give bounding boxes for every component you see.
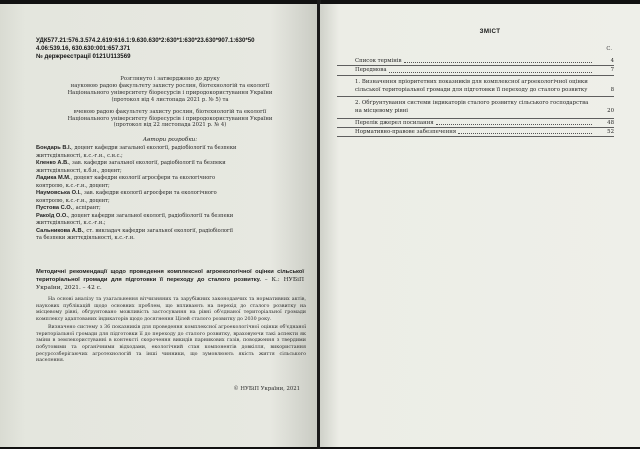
- author-position: , зав. кафедри екології агросфери та екологічного: [80, 190, 217, 196]
- author-name: Ракоїд О.О.: [36, 212, 68, 219]
- toc-row[interactable]: [337, 128, 614, 137]
- author-position-cont: контролю, к.с.-г.н., доцент;: [36, 182, 110, 189]
- author-position: , зав. кафедри загальної екології, радіобіології та безпеки: [68, 160, 226, 166]
- toc-row[interactable]: [337, 76, 614, 98]
- toc-row[interactable]: [337, 66, 614, 75]
- toc-page-number: 4: [610, 58, 614, 64]
- toc-entry-text: Передмова: [355, 67, 387, 74]
- author-name: Ладика М.М.: [36, 175, 71, 181]
- author-position-cont: контролю, к.с.-г.н., доцент;: [36, 197, 110, 204]
- author-entry: [36, 160, 304, 175]
- toc-entry-text: Нормативно-правове забезпечення: [355, 129, 457, 136]
- toc-page-number: 8: [610, 86, 614, 93]
- author-name: Пустова С.О.: [36, 205, 73, 211]
- approval-line: (протокол від 22 листопада 2021 р. № 4): [113, 122, 227, 129]
- approval-block: [44, 76, 296, 129]
- author-position-cont: життєдіяльності, к.б.н., доцент;: [36, 167, 122, 174]
- author-position: , аспірант;: [72, 205, 101, 211]
- author-entry: [36, 228, 304, 243]
- approval-line: вченою радою факультету захисту рослин, біотехнологій та екології: [73, 108, 267, 115]
- approval-line: (протокол від 4 листопада 2021 р. № 5) та: [111, 96, 229, 103]
- author-position: , доцент кафедри загальної екології, радіобіології та безпеки: [71, 145, 237, 151]
- author-position-cont: життєдіяльності, к.с.-г.н.;: [36, 220, 106, 226]
- toc-entry-text: Перелік джерел посилання: [355, 119, 434, 126]
- citation-title: Методичні рекомендації щодо проведення комплексної агроекологічної оцінки сільської територіальної громади для підготовки її переходу до сталого розвитку.: [36, 269, 304, 283]
- toc-page-number: 7: [610, 67, 614, 74]
- citation-publisher: – К.: НУБіП України, 2021. – 42 с.: [36, 277, 304, 291]
- author-position-cont: життєдіяльності, к.с.-г.н., с.н.с.;: [36, 152, 123, 159]
- registration-number: № держреєстрації 0121U113569: [36, 53, 131, 60]
- toc-row[interactable]: [337, 119, 614, 128]
- approval-line: Розглянуто і затверджено до друку: [120, 76, 220, 82]
- udc-block: [36, 37, 308, 61]
- approval-line: Національного університету біоресурсів і природокористування України: [67, 89, 273, 96]
- toc-leader: [436, 124, 592, 125]
- udc-line: УДК577.21:576.3.574.2.619:616.1:9.630.630*2:630*1:630*23.630*907.1:630*50: [36, 37, 255, 44]
- author-position: , ст. викладач кафедри загальної екології, радіобіології: [83, 227, 233, 234]
- abstract-paragraph: На основі аналізу та узагальнення вітчизняних та зарубіжних законодавчих та нормативних актів, наукових публікацій щодо основних проблем, що впливають на перехід до сталого розвитку на місцевому рівні, обґрунтовано можливість застосування на рівні об'єднаної територіальної громади комплексу адаптованих індикаторів щодо досягнення Цілей сталого розвитку до 2030 року.: [36, 297, 306, 323]
- approval-line: Національного університету біоресурсів і природокористування України: [67, 115, 273, 122]
- author-name: Сальникова А.В.: [36, 227, 84, 234]
- toc-leader: [404, 62, 592, 63]
- abstract: [36, 297, 306, 366]
- bibliographic-citation: [36, 268, 304, 292]
- toc-page-column-header: С.: [606, 46, 612, 52]
- approval-line: науковою радою факультету захисту рослин, біотехнологій та екології: [70, 82, 270, 89]
- udc-line: 4.06:539.16, 630.630:001:657.371: [36, 45, 131, 52]
- toc-leader: [389, 72, 592, 73]
- toc-row[interactable]: [337, 57, 614, 66]
- author-name: Кленко А.В.: [36, 160, 69, 166]
- toc-row[interactable]: [337, 97, 614, 119]
- author-position: , доцент кафедри екології агросфери та екологічного: [70, 175, 216, 181]
- toc-entry-text: 2. Обґрунтування системи індикаторів сталого розвитку сільського господарства на місцевому рівні: [355, 100, 589, 115]
- authors-list: [36, 145, 304, 243]
- author-position-cont: та безпеки життєдіяльності, к.с.-г.н.: [36, 235, 135, 241]
- author-entry: [36, 190, 304, 205]
- toc-entry-text: Список термінів: [355, 58, 402, 64]
- left-page: [0, 4, 318, 447]
- author-name: Наумовська О.І.: [36, 190, 81, 196]
- toc-title: ЗМІСТ: [479, 28, 501, 35]
- toc-page-number: 52: [607, 129, 614, 136]
- toc-leader: [458, 133, 592, 134]
- toc-page-number: 48: [607, 119, 614, 126]
- copyright-notice: © НУБіП України, 2021: [233, 386, 300, 392]
- author-position: , доцент кафедри загальної екології, радіобіології та безпеки: [67, 212, 234, 219]
- author-entry: [36, 213, 304, 228]
- author-name: Бондарь В.І.: [36, 145, 72, 151]
- authors-heading: Автори розробки:: [142, 137, 198, 143]
- author-entry: [36, 175, 304, 190]
- abstract-paragraph: Визначено систему з 36 показників для проведення комплексної агроекологічної оцінки об'єднаної територіальної громади для підготовки її до переходу до сталого розвитку, враховуючи такі аспекти як зміни в землекористуванні в контексті скорочення викидів парникових газів, поводження з твердими побутовими та органічними відходами, екологічний стан компонентів довкілля, використання ресурсозберігаючих агротехнологій та інші чинники, що зумовлюють якість життя сільського населення.: [36, 324, 306, 364]
- toc-entry-text: 1. Визначення пріоритетних показників для комплексної агроекологічної оцінки сільської територіальної громади для підготовки її переходу до сталого розвитку: [355, 78, 588, 93]
- toc-page-number: 20: [607, 108, 614, 115]
- table-of-contents: [337, 57, 614, 137]
- author-entry: [36, 145, 304, 160]
- author-entry: [36, 205, 304, 213]
